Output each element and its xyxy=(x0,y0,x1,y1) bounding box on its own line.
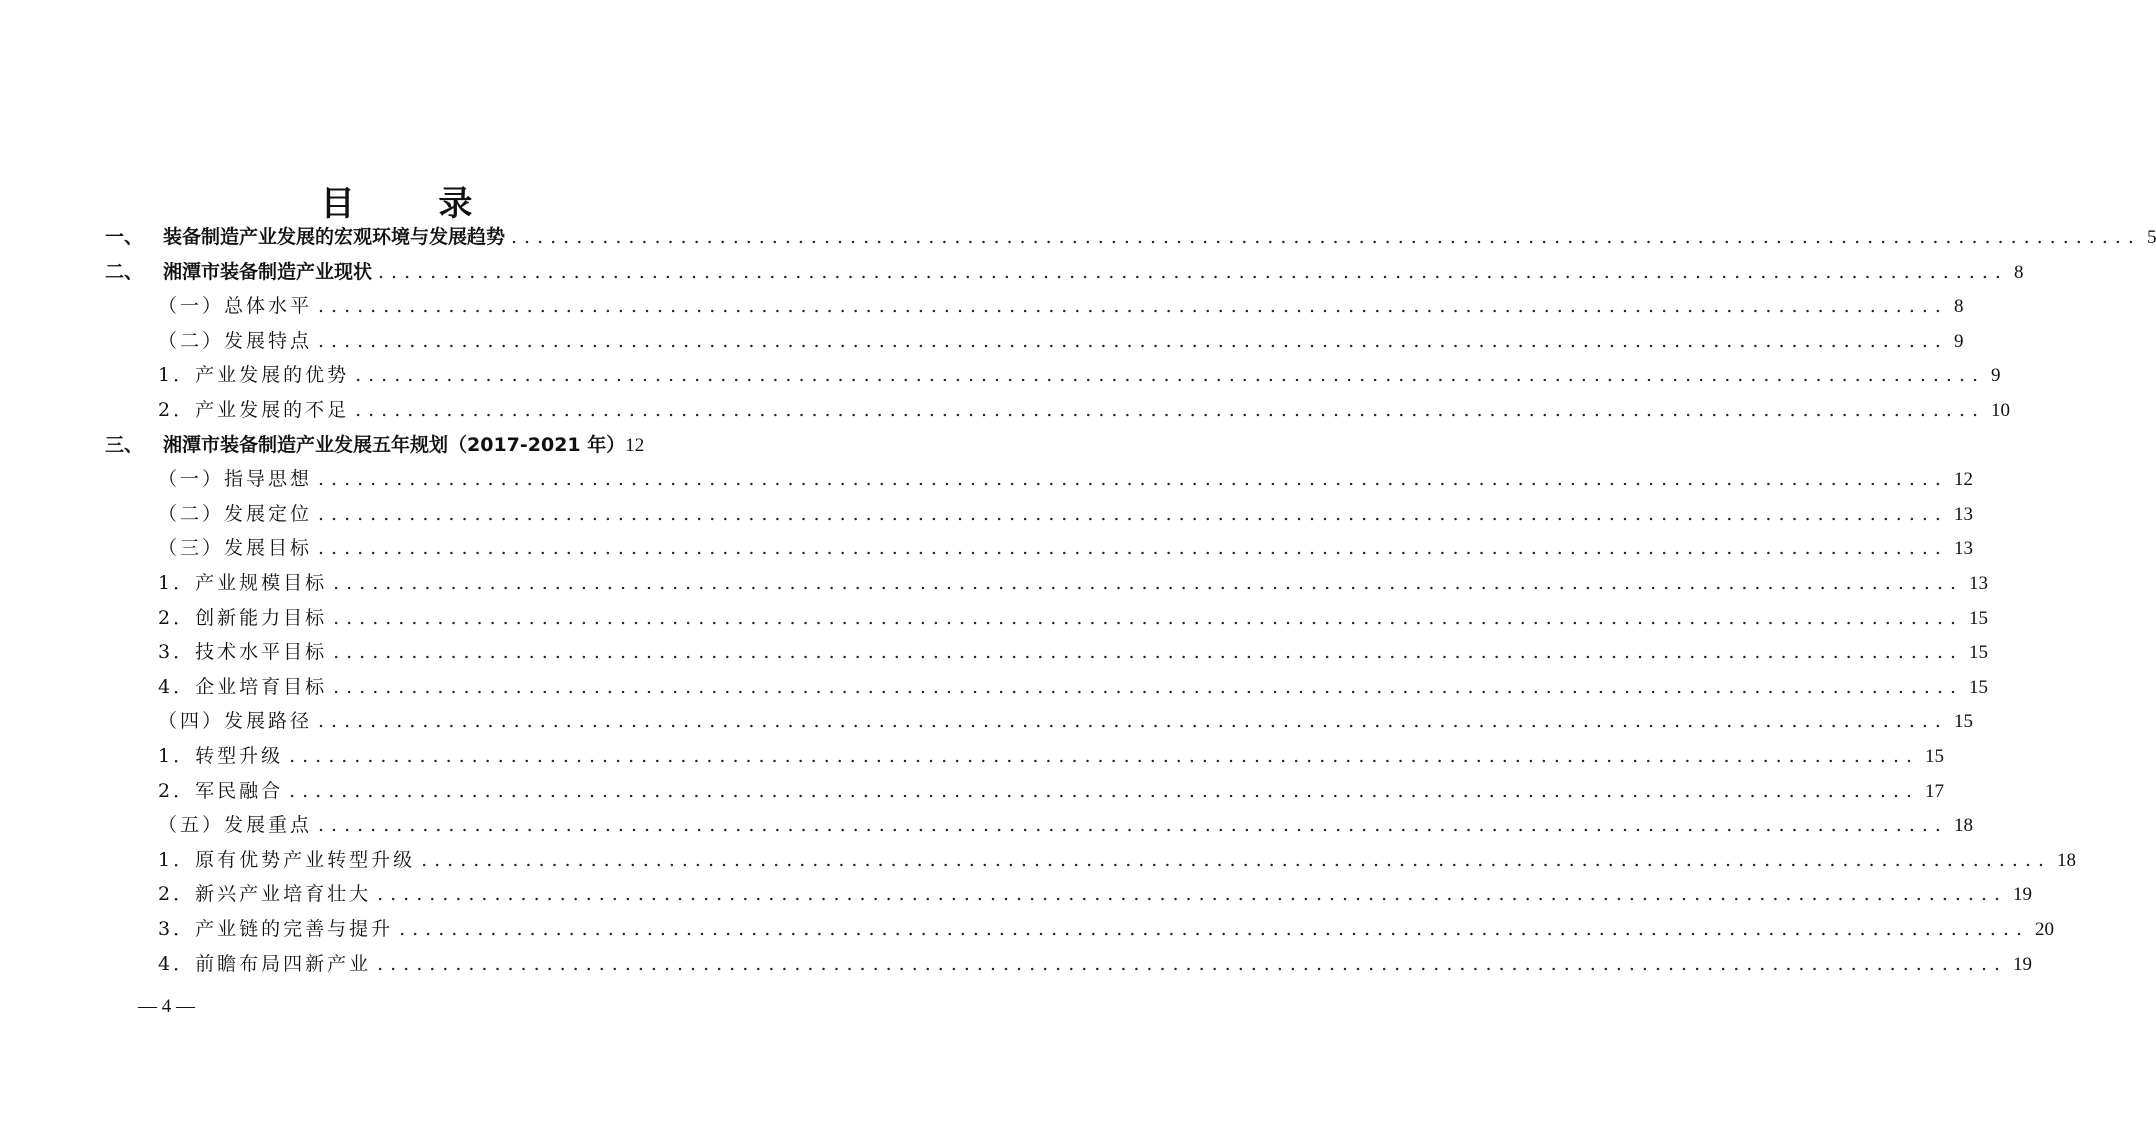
toc-entry xyxy=(105,257,2024,287)
toc-entry-title: 4．企业培育目标 xyxy=(158,675,328,698)
toc-entry-page-number: 18 xyxy=(1953,815,1973,837)
toc-leader-dots: ............................................................................................................................. xyxy=(421,848,2052,871)
toc-entry-page-number: 15 xyxy=(1969,676,1989,698)
toc-leader-dots: ............................................................................................................................. xyxy=(355,399,1986,421)
toc-entry xyxy=(105,430,661,460)
toc-entry-title: （三）发展目标 xyxy=(158,537,313,560)
toc-leader-dots: ............................................................................................................................. xyxy=(289,779,1920,802)
toc-entry-title: 4．前瞻布局四新产业 xyxy=(158,952,372,975)
toc-entry-number: 二、 xyxy=(105,260,144,283)
toc-leader-dots: ............................................................................................................................. xyxy=(333,675,1964,698)
toc-entry-title: （二）发展特点 xyxy=(158,329,313,352)
toc-leader-dots: ............................................................................................................................. xyxy=(318,502,1948,525)
toc-leader-dots: ............................................................................................................................. xyxy=(355,364,1986,387)
toc-entry xyxy=(158,499,1973,529)
toc-leader-dots: ............................................................................................................................. xyxy=(318,537,1948,560)
toc-entry-page-number: 12 xyxy=(625,434,645,456)
toc-entry xyxy=(158,291,1964,321)
toc-entry-title: 装备制造产业发展的宏观环境与发展趋势 xyxy=(163,226,506,248)
toc-entry xyxy=(158,810,1973,840)
toc-entry-page-number: 15 xyxy=(1953,711,1973,733)
toc-entry-title: （二）发展定位 xyxy=(158,502,313,525)
toc-entry-number: 三、 xyxy=(105,433,144,456)
toc-leader-dots: ............................................................................................................................. xyxy=(318,295,1948,318)
toc-entry-title: 3．技术水平目标 xyxy=(158,641,328,664)
toc-leader-dots: ............................................................................................................................. xyxy=(289,745,1920,767)
toc-entry-title: 2．创新能力目标 xyxy=(158,606,328,629)
toc-entry-page-number: 13 xyxy=(1953,503,1973,525)
toc-entry-title: 1．转型升级 xyxy=(158,745,284,767)
toc-entry-title: 湘潭市装备制造产业发展五年规划（2017-2021 年） xyxy=(163,433,626,456)
toc-entry-title: 3．产业链的完善与提升 xyxy=(158,918,394,940)
toc-entry xyxy=(158,603,1989,633)
toc-entry-title: （一）总体水平 xyxy=(158,295,313,318)
toc-leader-dots: ............................................................................................................................. xyxy=(318,710,1948,733)
toc-leader-dots: ............................................................................................................................. xyxy=(318,814,1948,837)
toc-entry-page-number: 18 xyxy=(2057,849,2077,871)
toc-entry xyxy=(158,741,1945,771)
toc-entry xyxy=(158,464,1973,494)
toc-entry-page-number: 9 xyxy=(1953,330,1964,352)
toc-entry-title: 1．产业发展的优势 xyxy=(158,364,350,387)
toc-entry-title: 1．原有优势产业转型升级 xyxy=(158,848,416,871)
toc-entry-page-number: 13 xyxy=(1969,573,1989,594)
toc-entry xyxy=(158,879,2033,909)
toc-entry-page-number: 12 xyxy=(1953,469,1973,491)
toc-entry-page-number: 8 xyxy=(2013,261,2024,283)
toc-entry-page-number: 10 xyxy=(1991,400,2011,421)
toc-entry xyxy=(158,914,2055,944)
toc-entry-title: （一）指导思想 xyxy=(158,468,313,491)
toc-entry xyxy=(158,533,1973,563)
toc-entry xyxy=(105,222,2156,252)
toc-entry xyxy=(158,706,1973,736)
toc-entry xyxy=(158,776,1945,806)
toc-leader-dots: ............................................................................................................................. xyxy=(377,952,2008,975)
toc-leader-dots: ............................................................................................................................. xyxy=(333,606,1964,629)
toc-entry xyxy=(158,360,2001,390)
toc-entry-page-number: 5 xyxy=(2146,227,2156,248)
toc-entry-title: 湘潭市装备制造产业现状 xyxy=(163,260,373,283)
toc-title: 目 录 xyxy=(320,184,509,224)
toc-entry-page-number: 9 xyxy=(1991,365,2001,387)
toc-entry-page-number: 15 xyxy=(1969,607,1989,629)
toc-leader-dots: ............................................................................................................................. xyxy=(378,260,2008,283)
toc-entry-page-number: 15 xyxy=(1969,642,1989,664)
toc-entry-page-number: 17 xyxy=(1925,780,1945,802)
toc-entry xyxy=(158,637,1989,667)
toc-entry xyxy=(158,326,1964,356)
toc-leader-dots: ............................................................................................................................. xyxy=(333,641,1964,664)
toc-leader-dots: ............................................................................................................................. xyxy=(318,468,1948,491)
toc-entry-title: 2．产业发展的不足 xyxy=(158,399,350,421)
toc-entry xyxy=(158,672,1989,702)
toc-entry-title: 2．新兴产业培育壮大 xyxy=(158,883,372,906)
toc-leader-dots: ............................................................................................................................. xyxy=(377,883,2008,906)
toc-entry-title: （五）发展重点 xyxy=(158,814,313,837)
toc-entry-number: 一、 xyxy=(105,226,144,248)
toc-entry xyxy=(158,845,2077,875)
toc-entry-page-number: 19 xyxy=(2013,953,2033,975)
toc-entry-title: 1．产业规模目标 xyxy=(158,572,328,594)
toc-entry xyxy=(158,949,2033,979)
toc-leader-dots: ............................................................................................................................. xyxy=(318,329,1948,352)
toc-entry-page-number: 19 xyxy=(2013,884,2033,906)
page-footer: — 4 — xyxy=(138,996,195,1017)
toc-leader-dots: ............................................................................................................................. xyxy=(511,226,2141,248)
toc-leader-dots: ............................................................................................................................. xyxy=(333,572,1964,594)
toc-entry-page-number: 13 xyxy=(1953,538,1973,560)
toc-entry-title: 2．军民融合 xyxy=(158,779,284,802)
toc-entry xyxy=(158,395,2011,425)
toc-entry-page-number: 15 xyxy=(1925,746,1945,767)
toc-entry-page-number: 8 xyxy=(1953,296,1964,318)
toc-entry xyxy=(158,568,1989,598)
toc-leader-dots: ............................................................................................................................. xyxy=(399,918,2030,940)
toc-entry-page-number: 20 xyxy=(2035,919,2055,940)
toc-entry-title: （四）发展路径 xyxy=(158,710,313,733)
